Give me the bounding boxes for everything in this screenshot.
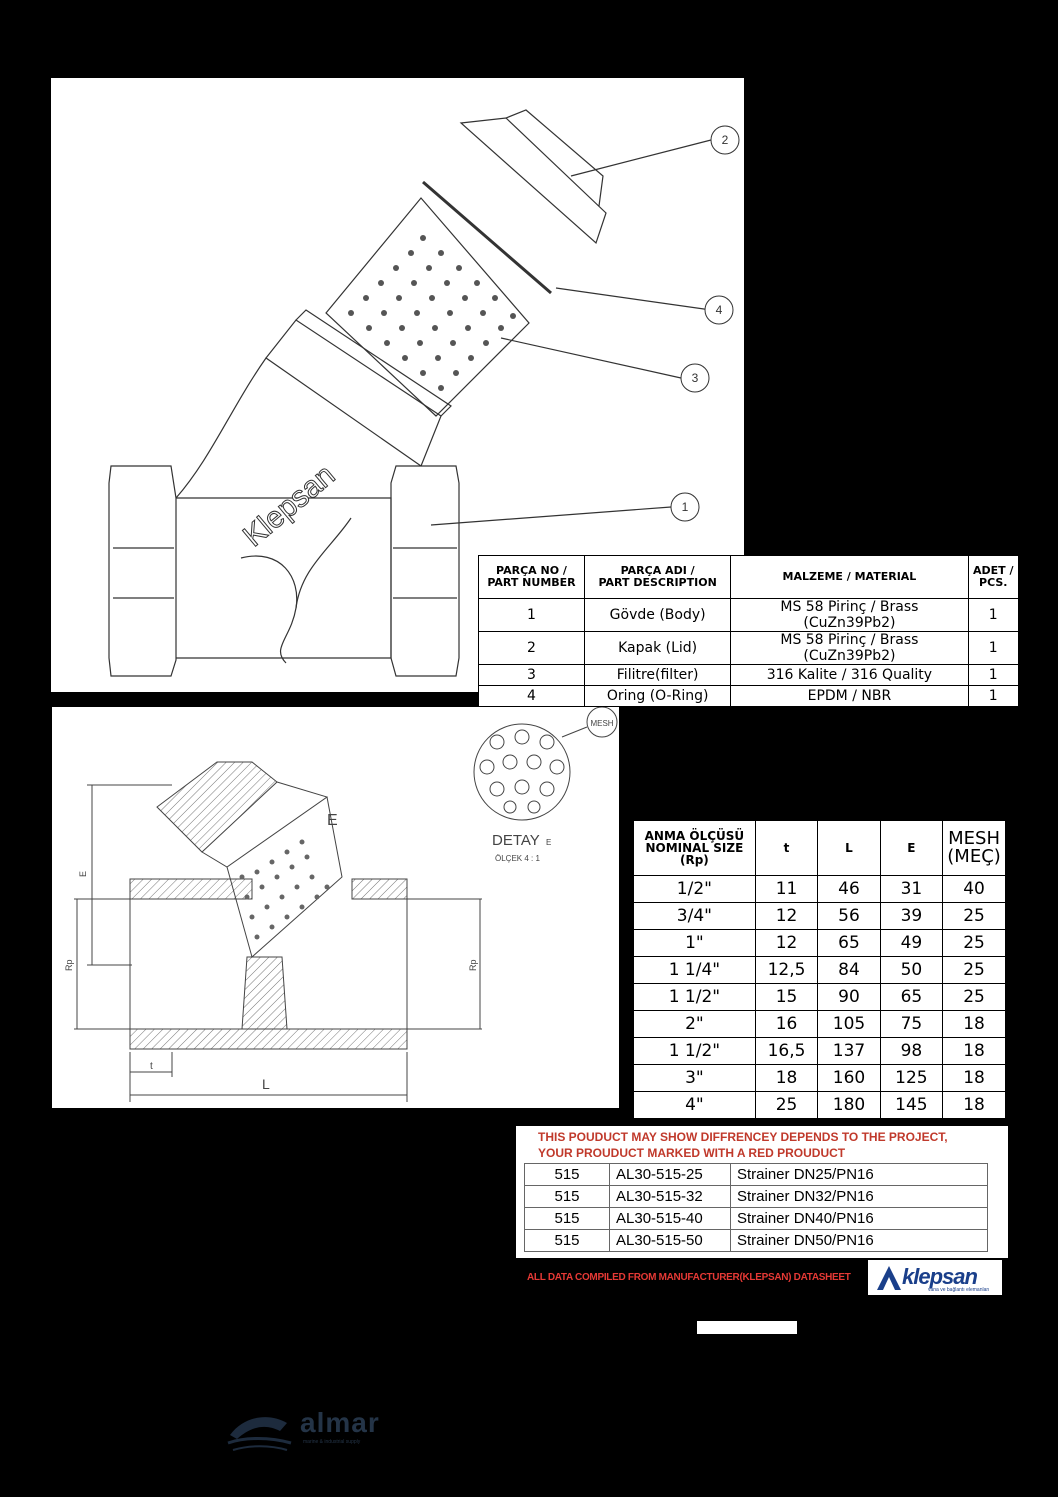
mesh-value: 25 — [943, 984, 1006, 1011]
size-table — [633, 820, 1006, 1119]
klepsan-logo-icon — [874, 1263, 904, 1293]
compiled-data-note: ALL DATA COMPILED FROM MANUFACTURER(KLEPSAN) DATASHEET — [527, 1272, 851, 1283]
callout-3-label: 3 — [691, 371, 699, 385]
table-row — [634, 957, 1006, 984]
size: 1 1/4" — [634, 957, 756, 984]
mesh-value: 18 — [943, 1065, 1006, 1092]
header-part-no: PARÇA NO / PART NUMBER — [479, 556, 585, 599]
size: 3" — [634, 1065, 756, 1092]
t-value: 25 — [755, 1092, 818, 1119]
size: 1 1/2" — [634, 1038, 756, 1065]
body-brand-text: Klepsan — [237, 458, 342, 554]
mesh-value: 18 — [943, 1011, 1006, 1038]
part-no: 3 — [479, 665, 585, 686]
part-name: Filitre(filter) — [584, 665, 730, 686]
table-row — [479, 632, 1019, 665]
product-description: Strainer DN32/PN16 — [731, 1186, 988, 1208]
part-no: 4 — [479, 686, 585, 707]
t-value: 16 — [755, 1011, 818, 1038]
part-qty: 1 — [968, 665, 1019, 686]
dim-label-e: E — [78, 870, 88, 877]
mesh-value: 25 — [943, 957, 1006, 984]
part-material: EPDM / NBR — [731, 686, 968, 707]
t-value: 11 — [755, 876, 818, 903]
table-row — [525, 1186, 988, 1208]
product-codes-table — [524, 1163, 988, 1252]
klepsan-logo — [868, 1260, 1002, 1295]
header-l: L — [818, 821, 880, 876]
e-value: 75 — [880, 1011, 942, 1038]
header-nominal-size: ANMA ÖLÇÜSÜ NOMINAL SIZE (Rp) — [634, 821, 756, 876]
product-description: Strainer DN40/PN16 — [731, 1208, 988, 1230]
l-value: 56 — [818, 903, 880, 930]
callout-4-label: 4 — [715, 303, 723, 317]
t-value: 18 — [755, 1065, 818, 1092]
mesh-callout-label: MESH — [590, 719, 614, 728]
l-value: 46 — [818, 876, 880, 903]
part-qty: 1 — [968, 599, 1019, 632]
size: 1 1/2" — [634, 984, 756, 1011]
part-name: Oring (O-Ring) — [584, 686, 730, 707]
table-row — [525, 1164, 988, 1186]
product-group: 515 — [525, 1164, 610, 1186]
t-value: 12,5 — [755, 957, 818, 984]
parts-table-header — [479, 556, 1019, 599]
size: 4" — [634, 1092, 756, 1119]
part-no: 1 — [479, 599, 585, 632]
header-t: t — [755, 821, 818, 876]
dim-label-rp-right: Rp — [468, 959, 478, 971]
size: 3/4" — [634, 903, 756, 930]
product-code: AL30-515-50 — [610, 1230, 731, 1252]
part-material: MS 58 Pirinç / Brass (CuZn39Pb2) — [731, 632, 968, 665]
klepsan-logo-subtitle: vana ve bağlantı elemanları — [928, 1287, 990, 1293]
detail-scale: ÖLÇEK 4 : 1 — [495, 854, 540, 863]
table-row — [634, 984, 1006, 1011]
l-value: 105 — [818, 1011, 880, 1038]
header-mesh: MESH (MEÇ) — [943, 821, 1006, 876]
almar-logo — [225, 1405, 405, 1460]
table-row — [634, 1065, 1006, 1092]
dim-label-t: t — [150, 1061, 153, 1072]
detail-letter: E — [546, 838, 552, 847]
part-no: 2 — [479, 632, 585, 665]
e-value: 31 — [880, 876, 942, 903]
header-qty: ADET / PCS. — [968, 556, 1019, 599]
table-row — [525, 1208, 988, 1230]
mesh-value: 25 — [943, 903, 1006, 930]
table-row — [479, 686, 1019, 707]
table-row — [634, 1011, 1006, 1038]
size: 1" — [634, 930, 756, 957]
product-group: 515 — [525, 1186, 610, 1208]
callout-1-label: 1 — [681, 500, 689, 514]
l-value: 65 — [818, 930, 880, 957]
callout-2-label: 2 — [721, 133, 729, 147]
blank-bar — [697, 1321, 797, 1334]
table-row — [479, 599, 1019, 632]
header-e: E — [880, 821, 942, 876]
klepsan-logo-text: klepsan — [902, 1264, 977, 1289]
filter-holes — [348, 235, 516, 391]
product-codes-panel — [516, 1126, 1008, 1258]
part-material: 316 Kalite / 316 Quality — [731, 665, 968, 686]
part-material: MS 58 Pirinç / Brass (CuZn39Pb2) — [731, 599, 968, 632]
section-view-panel — [52, 707, 619, 1108]
t-value: 16,5 — [755, 1038, 818, 1065]
mesh-value: 40 — [943, 876, 1006, 903]
t-value: 12 — [755, 903, 818, 930]
l-value: 137 — [818, 1038, 880, 1065]
section-label-e: E — [327, 812, 338, 829]
table-row — [634, 1092, 1006, 1119]
dim-label-l: L — [262, 1076, 270, 1092]
header-material: MALZEME / MATERIAL — [731, 556, 968, 599]
size-table-header — [634, 821, 1006, 876]
e-value: 65 — [880, 984, 942, 1011]
almar-logo-text: almar — [300, 1407, 380, 1438]
product-group: 515 — [525, 1208, 610, 1230]
l-value: 90 — [818, 984, 880, 1011]
l-value: 160 — [818, 1065, 880, 1092]
part-name: Gövde (Body) — [584, 599, 730, 632]
product-description: Strainer DN50/PN16 — [731, 1230, 988, 1252]
table-row — [479, 665, 1019, 686]
mesh-value: 18 — [943, 1092, 1006, 1119]
detail-title: DETAY — [492, 832, 540, 849]
size: 2" — [634, 1011, 756, 1038]
size: 1/2" — [634, 876, 756, 903]
table-row — [634, 903, 1006, 930]
mesh-value: 18 — [943, 1038, 1006, 1065]
section-view-drawing — [52, 707, 619, 1108]
part-qty: 1 — [968, 632, 1019, 665]
product-code: AL30-515-32 — [610, 1186, 731, 1208]
product-group: 515 — [525, 1230, 610, 1252]
e-value: 145 — [880, 1092, 942, 1119]
t-value: 15 — [755, 984, 818, 1011]
e-value: 50 — [880, 957, 942, 984]
l-value: 84 — [818, 957, 880, 984]
table-row — [634, 876, 1006, 903]
e-value: 49 — [880, 930, 942, 957]
product-description: Strainer DN25/PN16 — [731, 1164, 988, 1186]
product-code: AL30-515-25 — [610, 1164, 731, 1186]
l-value: 180 — [818, 1092, 880, 1119]
table-row — [634, 1038, 1006, 1065]
dim-label-rp-left: Rp — [64, 959, 74, 971]
parts-table — [478, 555, 1019, 707]
t-value: 12 — [755, 930, 818, 957]
almar-logo-subtitle: marine & industrial supply — [303, 1439, 361, 1445]
e-value: 39 — [880, 903, 942, 930]
table-row — [634, 930, 1006, 957]
part-name: Kapak (Lid) — [584, 632, 730, 665]
part-qty: 1 — [968, 686, 1019, 707]
header-part-name: PARÇA ADI / PART DESCRIPTION — [584, 556, 730, 599]
mesh-value: 25 — [943, 930, 1006, 957]
e-value: 98 — [880, 1038, 942, 1065]
product-code: AL30-515-40 — [610, 1208, 731, 1230]
product-difference-note: THIS POUDUCT MAY SHOW DIFFRENCEY DEPENDS TO THE PROJECT, YOUR PROUDUCT MARKED WITH A RED PROUDUCT — [538, 1130, 948, 1160]
table-row — [525, 1230, 988, 1252]
almar-logo-icon — [225, 1405, 295, 1455]
e-value: 125 — [880, 1065, 942, 1092]
